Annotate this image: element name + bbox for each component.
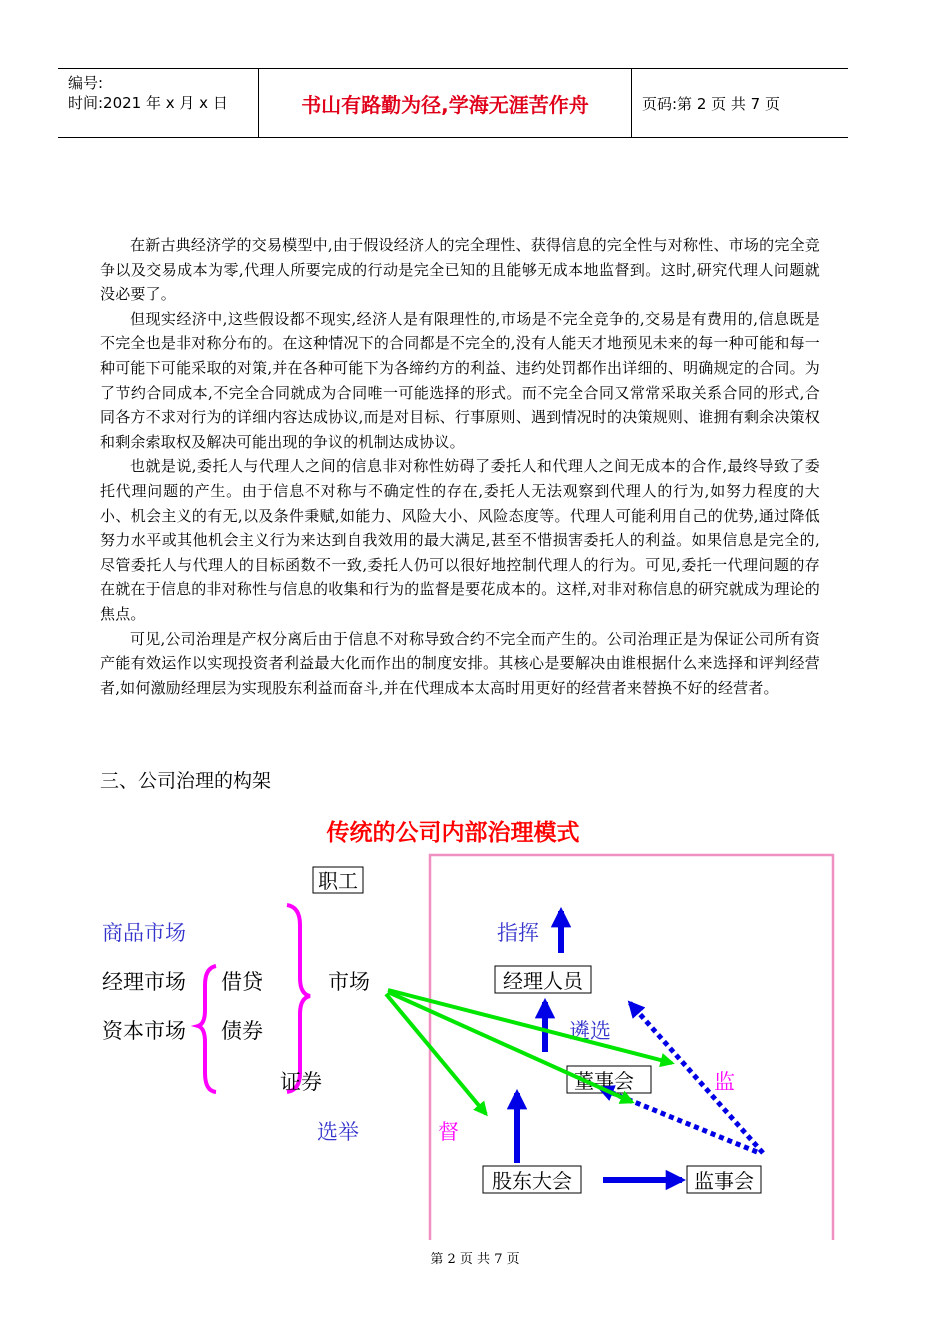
- supervise-dotted-to-managers: [630, 1003, 763, 1153]
- paragraph-3: 也就是说,委托人与代理人之间的信息非对称性妨碍了委托人和代理人之间无成本的合作,最终导致了委托代理问题的产生。由于信息不对称与不确定性的存在,委托人无法观察到代理人的行为,如努力程度的大小、机会主义的有无,以及条件秉赋,如能力、风险大小、风险态度等。代理人可能利用自己的优势,通过降低努力水平或其他机会主义行为来达到自我效用的最大满足,甚至不惜损害委托人的利益。如果信息是完全的,尽管委托人与代理人的目标函数不一致,委托人仍可以很好地控制代理人的行为。可见,委托一代理问题的存在就在于信息的非对称性与信息的收集和行为的监督是要花成本的。这样,对非对称信息的研究就成为理论的焦点。: [100, 457, 820, 623]
- supervise-label-2: 督: [438, 1120, 459, 1144]
- supervisors-label: 监事会: [694, 1169, 754, 1193]
- paragraph-4: 可见,公司治理是产权分离后由于信息不对称导致合约不完全而产生的。公司治理正是为保证公司所有资产能有效运作以实现投资者利益最大化而作出的制度安排。其核心是要解决由谁根据什么来选择和评判经营者,如何激励经理层为实现股东利益而奋斗,并在代理成本太高时用更好的经营者来替换不好的经营者。: [100, 629, 820, 697]
- small-brace: [198, 966, 216, 1092]
- number-label: 编号:: [68, 74, 104, 92]
- diagram-title: 传统的公司内部治理模式: [326, 819, 580, 846]
- select-label: 遴选: [569, 1019, 611, 1043]
- managers-label: 经理人员: [503, 969, 583, 993]
- loan-label: 借贷: [221, 970, 263, 994]
- securities-label: 证券: [280, 1070, 322, 1094]
- header-motto: 书山有路勤为径,学海无涯苦作舟: [259, 69, 632, 137]
- paragraph-1: 在新古典经济学的交易模型中,由于假设经济人的完全理性、获得信息的完全性与对称性、市场的完全竞争以及交易成本为零,代理人所要完成的行动是完全已知的且能够无成本地监督到。这时,研究代理人问题就没必要了。: [100, 236, 820, 304]
- page-footer: 第 2 页 共 7 页: [430, 1252, 520, 1267]
- elect-label: 选举: [317, 1120, 359, 1144]
- big-brace: [287, 905, 310, 1092]
- header-page-label: 页码:第 2 页 共 7 页: [642, 94, 780, 113]
- supervise-label-1: 监: [714, 1070, 735, 1094]
- staff-label: 职工: [318, 869, 358, 893]
- bond-label: 债券: [221, 1019, 263, 1043]
- market-label: 市场: [328, 970, 370, 994]
- command-label: 指挥: [497, 921, 539, 945]
- paragraph-2: 但现实经济中,这些假设都不现实,经济人是有限理性的,市场是不完全竞争的,交易是有费用的,信息既是不完全也是非对称分布的。在这种情况下的合同都是不完全的,没有人能天才地预见未来的每一种可能和每一种可能下可能采取的对策,并在各种可能下为各缔约方的利益、违约处罚都作出详细的、明确规定的合同。为了节约合同成本,不完全合同就成为合同唯一可能选择的形式。而不完全合同又常常采取关系合同的形式,合同各方不求对行为的详细内容达成协议,而是对目标、行事原则、遇到情况时的决策规则、谁拥有剩余决策权和剩余索取权及解决可能出现的争议的机制达成协议。: [100, 309, 820, 451]
- board-label: 董事会: [574, 1069, 634, 1093]
- time-label: 时间:2021 年 x 月 x 日: [68, 94, 228, 112]
- shareholders-label: 股东大会: [492, 1169, 572, 1193]
- manager-market-label: 经理市场: [102, 970, 186, 994]
- section-heading: 三、公司治理的构架: [100, 770, 272, 792]
- commodity-market-label: 商品市场: [102, 921, 186, 945]
- market-arrow-to-board-2: [388, 992, 632, 1102]
- capital-market-label: 资本市场: [102, 1019, 186, 1043]
